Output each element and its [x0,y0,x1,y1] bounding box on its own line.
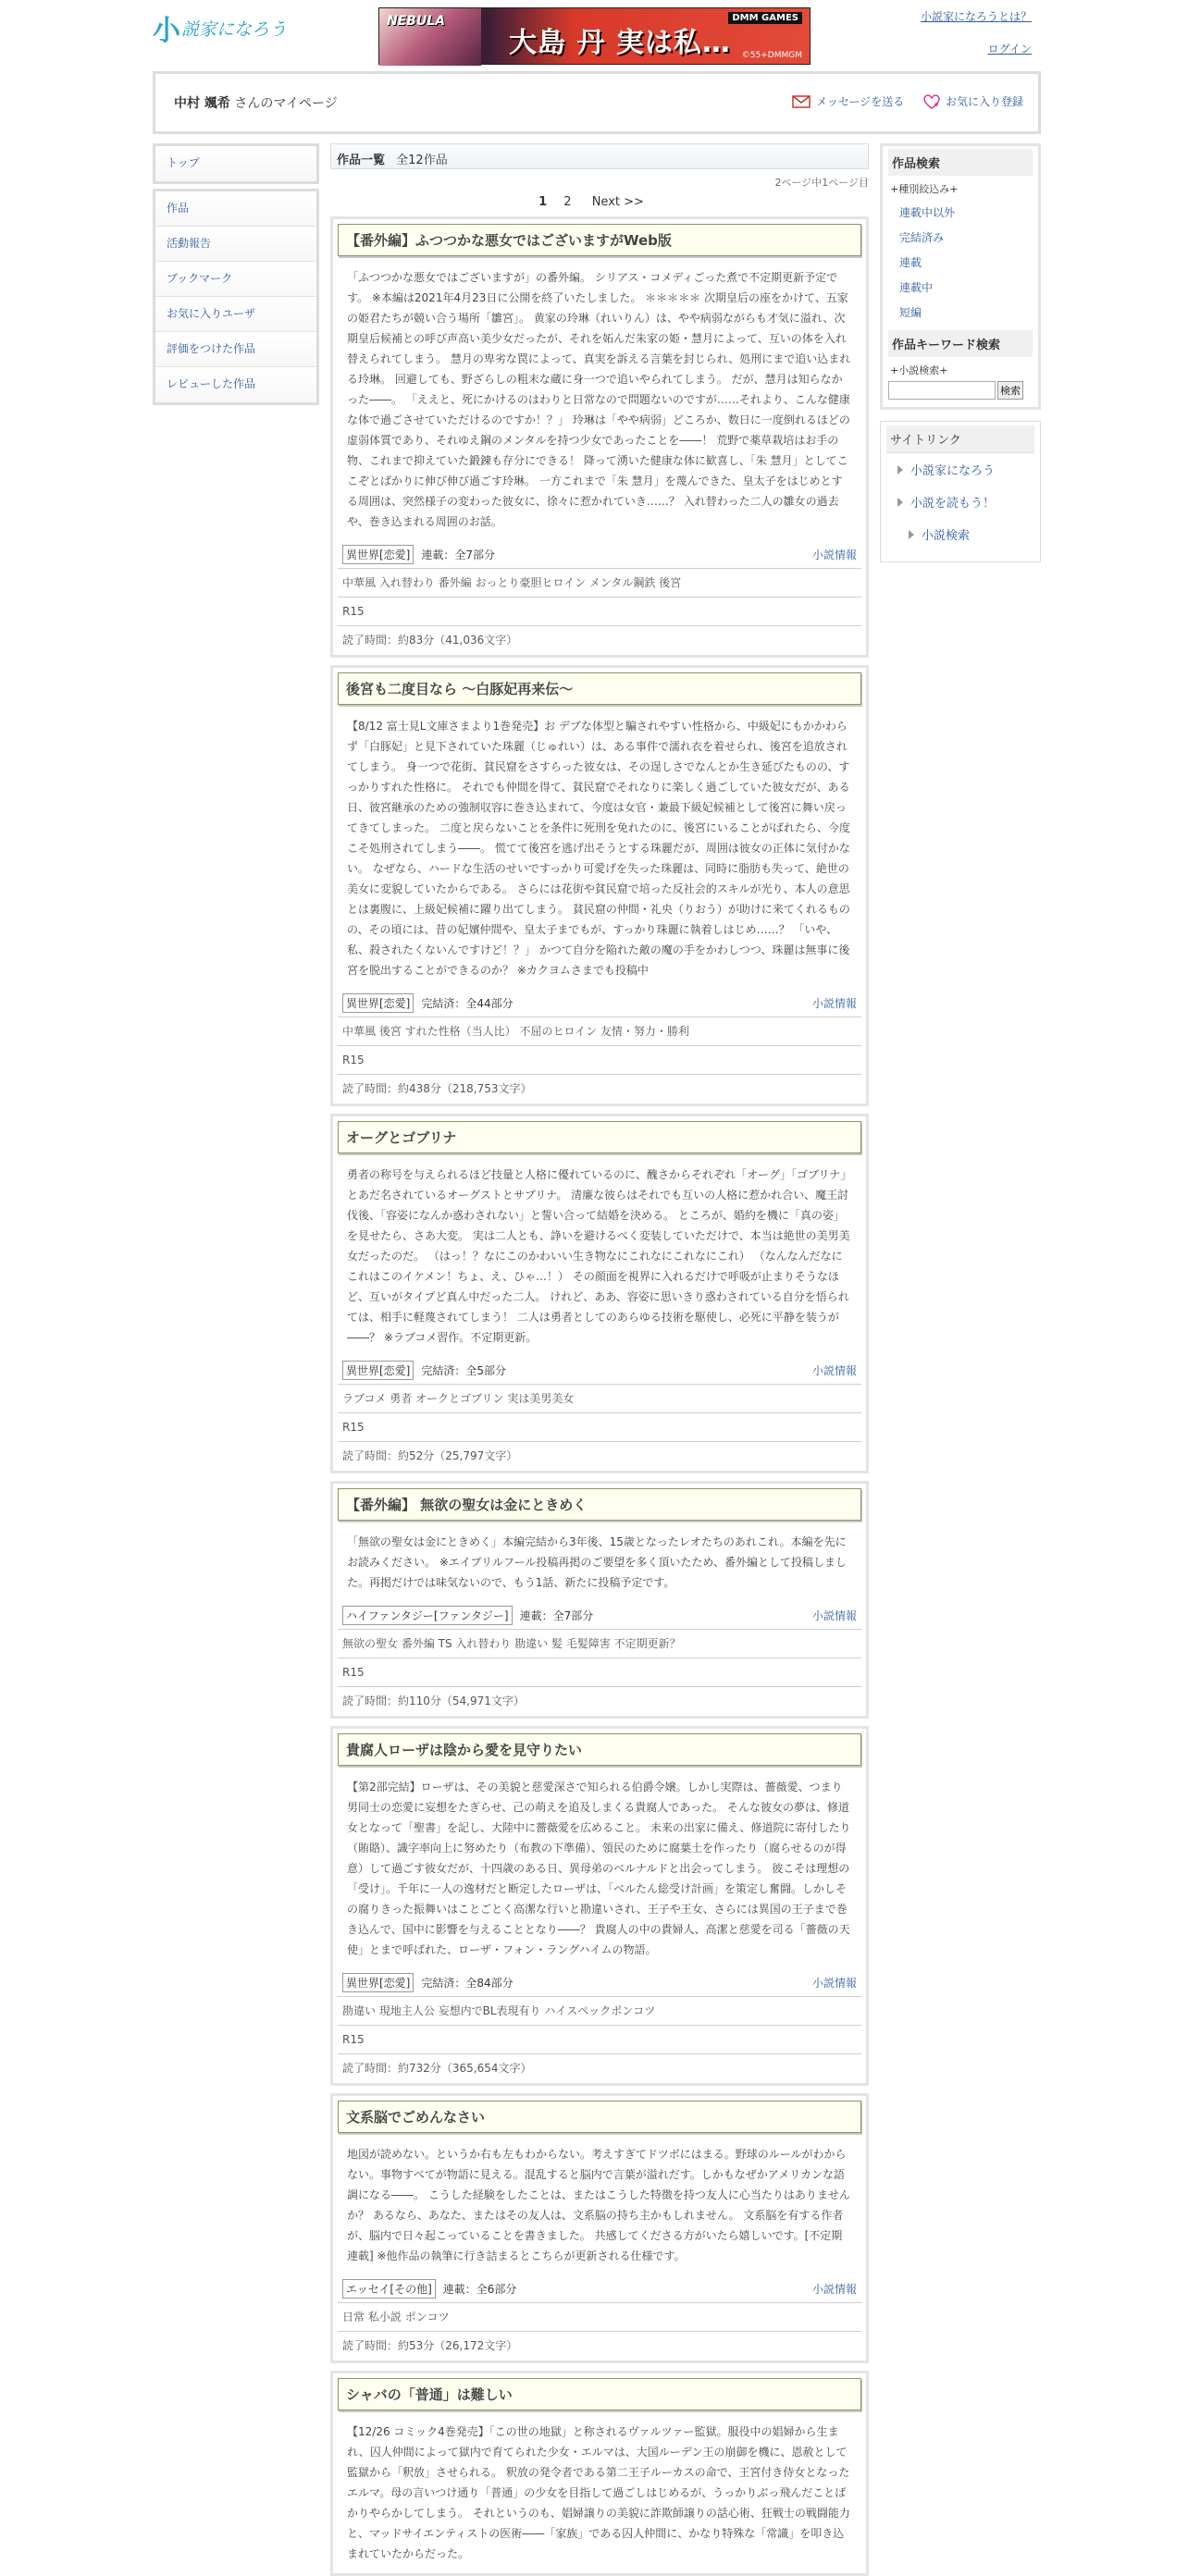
site-link-narou-label[interactable]: 小説家になろう [910,464,996,478]
novel-title[interactable]: シャバの「普通」は難しい [338,2378,861,2410]
filter-serial[interactable]: 連載 [899,256,922,269]
novel-status: 完結済：全5部分 [421,1364,507,1377]
novel-status: 連載：全6部分 [442,2283,517,2296]
keyword-search-input[interactable] [888,381,996,400]
novel-reading-time: 読了時間：約83分（41,036文字） [342,634,518,647]
site-links-title: サイトリンク [886,425,1034,453]
novel-rating: R15 [338,1046,861,1075]
pager-next[interactable]: Next >> [591,195,644,209]
triangle-right-icon [909,530,914,539]
works-count: 全12作品 [396,154,448,167]
novel-synopsis: 【12/26 コミック4巻発売】「この世の地獄」と称されるヴァルツァー監獄。服役中の娼婦から生まれ、囚人仲間によって獄内で育てられた少女・エルマは、大国ルーデン王の崩御を機に、恩赦として監獄から「釈放」させられる。 釈放の発令者である第二王子ルーカスの命で、王宮付き侍女となったエルマ。母の言いつけ通り「普通」の少女を目指して過ごしはじめるが、うっかりぶっ飛んだことばかりやらかしてしまう。 それというのも、娼婦譲りの美貌に詐欺師譲りの話心術、狂戦士の戦闘能力と、マッドサイエンティストの医術――「家族」である囚人仲間に、かなり特殊な「常識」を叩き込まれていたからだった。 [347,2425,850,2560]
novel-keywords: 中華風 入れ替わり 番外編 おっとり豪胆ヒロイン メンタル鋼鉄 後宮 [338,569,861,598]
logo-mark: 小 [153,15,179,47]
novel-keywords: 中華風 後宮 すれた性格（当人比） 不屈のヒロイン 友情・努力・勝利 [338,1017,861,1046]
pager-current: 1 [538,195,548,209]
novel-keywords: 勘違い 現地主人公 妄想内でBL表現有り ハイスペックポンコツ [338,1997,861,2026]
pager-page-2[interactable]: 2 [563,195,572,209]
keyword-search-title: 作品キーワード検索 [888,330,1033,357]
banner-title: 大島 丹 実は私… [509,27,731,59]
novel-reading-time: 読了時間：約438分（218,753文字） [342,1082,532,1095]
keyword-search-button[interactable]: 検索 [997,381,1023,400]
novel-item [330,665,869,1106]
novel-title[interactable]: オーグとゴブリナ [338,1121,861,1153]
user-title [174,93,338,112]
novel-item [330,2371,869,2576]
filter-list [888,200,1033,325]
novel-meta [338,1602,861,1630]
banner-copyright: ©55+DMMGM [741,51,802,60]
favorite-user-button[interactable] [923,93,1023,109]
pager [330,195,869,209]
novel-item [330,1481,869,1719]
novel-meta [338,2275,861,2303]
site-link-search-label[interactable]: 小説検索 [922,529,971,543]
site-link-yomou-label[interactable]: 小説を読もう！ [910,497,996,511]
novel-genre: エッセイ[その他] [342,2279,436,2299]
right-sidebar [880,143,1041,562]
novel-meta [338,990,861,1017]
site-link-search[interactable] [886,518,1034,550]
novel-reading-time: 読了時間：約53分（26,172文字） [342,2339,518,2352]
novel-item [330,2093,869,2363]
banner-game-logo: NEBULA [387,14,446,29]
novel-reading-time: 読了時間：約52分（25,797文字） [342,1449,518,1462]
nav-reviewed-works[interactable]: レビューした作品 [155,367,316,402]
novel-title[interactable]: 【番外編】ふつつかな悪女ではございますがWeb版 [338,224,861,256]
filter-label: +種別絞込み+ [890,183,959,195]
keyword-search-row [888,381,1033,400]
ad-banner[interactable] [378,7,811,65]
user-suffix: さんのマイページ [234,96,338,111]
user-name: 中村 颯希 [174,96,230,111]
logo-text: 説家になろう [181,18,288,40]
filter-ongoing[interactable]: 連載中 [899,281,934,294]
novel-rating: R15 [338,1658,861,1687]
envelope-icon [792,95,811,108]
novel-title[interactable]: 【番外編】 無欲の聖女は金にときめく [338,1488,861,1521]
novel-info-link[interactable]: 小説情報 [811,1364,857,1377]
novel-genre: 異世界[恋愛] [342,1361,414,1380]
novel-info-link[interactable]: 小説情報 [811,1609,857,1622]
novel-genre: 異世界[恋愛] [342,1973,414,1992]
novel-info-link[interactable]: 小説情報 [811,2283,857,2296]
novel-meta [338,1969,861,1997]
novel-synopsis: 地図が読めない。というか右も左もわからない。考えすぎてドツボにはまる。野球のルールがわからない。事物すべてが物語に見える。混乱すると脳内で言葉が溢れだす。しかもなぜかアメリカンな語調になる――。 こうした経験をしたことは、またはこうした特徴を持つ友人に心当たりはありませんか？ あるなら、あなた、またはその友人は、文系脳の持ち主かもしれません。 文系脳を有する作者が、脳内で日々起こっていることを書きました。 共感してくださる方がいたら嬉しいです。[不定期連載] ※他作品の執筆に行き詰まるとこちらが更新される仕様です。 [347,2148,850,2262]
login-link[interactable]: ログイン [987,43,1032,55]
novel-title[interactable]: 後宮も二度目なら 〜白豚妃再来伝〜 [338,672,861,705]
filter-short[interactable]: 短編 [899,306,922,319]
site-links-box [880,421,1041,562]
about-link[interactable]: 小説家になろうとは？ [920,10,1032,23]
works-list [330,143,869,2576]
novel-info-link[interactable]: 小説情報 [811,997,857,1010]
novel-genre: ハイファンタジー[ファンタジー] [342,1606,513,1625]
works-list-title: 作品一覧 [337,154,386,167]
nav-works[interactable]: 作品 [155,191,316,227]
work-search-box [880,143,1041,410]
triangle-right-icon [897,465,903,475]
nav-top-box [153,143,319,184]
site-link-narou[interactable] [886,453,1034,486]
novel-synopsis: 【8/12 富士見L文庫さまより1巻発売】お デブな体型と騙されやすい性格から、中級妃にもかかわらず「白豚妃」と見下されていた珠麗（じゅれい）は、ある事件で濡れ衣を着せられ、後宮を追放されてしまう。 身一つで花街、貧民窟をさすらった彼女は、その逞しさでなんとか生き延びたものの、すっかりすれた性格に。 それでも仲間を得て、貧民窟でそれなりに楽しく過ごしていた彼女だが、ある日、彼宮継承のための強制収容に巻き込まれて、今度は女官・兼最下級妃候補として後宮に舞い戻ってきてしまった。 二度と戻らないことを条件に死刑を免れたのに、後宮にいることがばれたら、今度こそ処刑されてしまう――。 慌てて後宮を逃げ出そうとする珠麗だが、周囲は彼女の正体に気付かない。 なぜなら、ハードな生活のせいですっかり可愛げを失った珠麗は、同時に脂肪も失って、絶世の美女に変貌していたからである。 さらには花街や貧民窟で培った反社会的スキルが光り、本人の意思とは裏腹に、上級妃候補に躍り出てしまう。 貧民窟の仲間・礼央（りおう）が助けに来てくれるものの、その頃には、昔の妃嬪仲間や、皇太子までもが、すっかり珠麗に執着しはじめ……？ 「いや、私、殺されたくないんですけど！？」 かつて自分を陥れた敵の魔の手をかわしつつ、珠麗は無事に後宮を脱出することができるのか？ ※カクヨムさまでも投稿中 [347,720,850,977]
banner-publisher: DMM GAMES [728,12,802,24]
novel-rating: R15 [338,598,861,626]
novel-rating: R15 [338,1413,861,1442]
user-header [153,71,1041,134]
novel-status: 連載：全7部分 [421,548,496,561]
nav-menu-box [153,189,319,405]
page [153,0,1041,2560]
novel-reading-time: 読了時間：約110分（54,971文字） [342,1695,525,1707]
novel-keywords: 日常 私小説 ポンコツ [338,2303,861,2332]
nav-top[interactable]: トップ [155,146,316,181]
novel-reading-time: 読了時間：約732分（365,654文字） [342,2062,532,2075]
nav-activity-report[interactable]: 活動報告 [155,227,316,262]
triangle-right-icon [897,498,903,507]
novel-synopsis: 「無欲の聖女は金にときめく」本編完結から3年後、15歳となったレオたちのあれこれ。本編を先にお読みください。 ※エイプリルフール投稿再掲のご要望を多く頂いたため、番外編として投稿しました。再掲だけでは味気ないので、もう1話、新たに投稿予定です。 [347,1535,847,1589]
novel-info-link[interactable]: 小説情報 [811,1977,857,1990]
work-search-title: 作品検索 [888,149,1033,176]
novel-keywords: ラブコメ 勇者 オークとゴブリン 実は美男美女 [338,1385,861,1413]
nav-favorite-users[interactable]: お気に入りユーザ [155,297,316,332]
filter-not-ongoing[interactable]: 連載中以外 [899,206,956,219]
novel-genre: 異世界[恋愛] [342,993,414,1013]
novel-title[interactable]: 貴腐人ローザは陰から愛を見守りたい [338,1733,861,1766]
novel-title[interactable]: 文系脳でごめんなさい [338,2101,861,2133]
novel-synopsis: 「ふつつかな悪女ではございますが」の番外編。 シリアス・コメディごった煮で不定期更新予定です。 ※本編は2021年4月23日に公開を終了いたしました。 ＊＊＊＊＊ 次期皇后の座をかけて、五家の姫君たちが競い合う場所「雛宮」。 黄家の玲琳（れいりん）は、やや病弱ながらも才気に溢れ、次期皇后候補との呼び声高い美少女だったが、それを妬んだ朱家の姫・慧月によって、互いの体を入れ替えられてしまう。 慧月の卑劣な罠によって、真実を訴える言葉を封じられ、処刑にまで追い込まれる玲琳。 回避しても、野ざらしの粗末な蔵に身一つで追いやられてしまう。 だが、慧月は知らなかった――。 「ええと、死にかけるのはわりと日常なので問題ないのですが……それより、こんな健康な体で過ごさせていただけるのですか！？」 玲琳は「やや病弱」どころか、数日に一度倒れるほどの虚弱体質であり、それゆえ鋼のメンタルを持つ少女であったことを――！ 荒野で薬草栽培はお手の物、これまで抑えていた鍛錬も存分にできる！ 降って湧いた健康な体に歓喜し、「朱 慧月」としてここぞとばかりに伸び伸び過ごす玲琳。 一方これまで「朱 慧月」を蔑んできた、皇太子をはじめとする周囲は、突然様子の変わった彼女に、徐々に惹かれていき……？ 入れ替わった二人の雛女の過去や、巻き込まれる周囲のお話。 [347,271,851,528]
header [153,0,1041,70]
novel-synopsis: 勇者の称号を与えられるほど技量と人格に優れているのに、醜さからそれぞれ「オーグ」「ゴブリナ」とあだ名されているオーグストとサブリナ。 清廉な彼らはそれでも互いの人格に惹かれ合い、魔王討伐後、「容姿になんか惑わされない」と誓い合って結婚を決める。 ところが、婚約を機に「真の姿」を見せたら、さあ大変。 実は二人とも、諍いを避けるべく変装していただけで、本当は絶世の美男美女だったのだ。 （はっ！？なにこのかわいい生き物なにこれなにこれなにこれ） （なんなんだなにこれはこのイケメン！ちょ、え、ひゃ…！） その顔面を視界に入れるだけで呼吸が止まりそうなほど、互いがタイプど真ん中だった二人。 けれど、ああ、容姿に思いきり惑わされている自分を悟られては、相手に軽蔑されてしまう！ 二人は勇者としてのあらゆる技術を駆使し、必死に平静を装うが――？ ※ラブコメ習作。不定期更新。 [347,1168,852,1344]
works-list-header [330,143,869,169]
filter-completed[interactable]: 完結済み [899,231,945,244]
novel-rating: R15 [338,2026,861,2054]
novel-meta [338,1357,861,1385]
left-nav [153,143,319,410]
site-link-yomou[interactable] [886,486,1034,518]
novel-item [330,1726,869,2086]
novel-synopsis: 【第2部完結】ローザは、その美貌と慈愛深さで知られる伯爵令嬢。しかし実際は、薔薇愛、つまり男同士の恋愛に妄想をたぎらせ、己の萌えを追及しまくる貴腐人であった。 そんな彼女の夢は、修道女となって「聖書」を記し、大陸中に薔薇愛を広めること。 未来の出家に備え、修道院に寄付したり（賄賂）、識字率向上に努めたり（布教の下準備）、領民のために腐葉土を作ったり（腐らせるのが得意）して過ごす彼女だが、十四歳のある日、異母弟のベルナルドと出会ってしまう。 彼こそは理想の「受け」。千年に一人の逸材だと断定したローザは、「ベルたん総受け計画」を策定し奮闘。しかしその腐りきった振舞いはことごとく高潔な行いと勘違いされ、王子や王女、さらには異国の王子まで巻き込んで、国中に影響を与えることとなり――？ 貴腐人の中の貴婦人、高潔と慈愛を司る「薔薇の天使」とまで呼ばれた、ローザ・フォン・ラングハイムの物語。 [347,1781,851,1956]
heart-icon [923,94,940,109]
novel-status: 完結済：全84部分 [421,1977,514,1990]
site-logo[interactable] [153,11,288,47]
novel-status: 連載：全7部分 [519,1609,594,1622]
novel-info-link[interactable]: 小説情報 [811,548,857,561]
novel-genre: 異世界[恋愛] [342,545,414,564]
favorite-user-label[interactable]: お気に入り登録 [946,95,1024,108]
novel-item [330,1114,869,1473]
send-message-label[interactable]: メッセージを送る [816,95,905,108]
keyword-search-label: +小説検索+ [890,364,948,376]
novel-meta [338,541,861,569]
novel-status: 完結済：全44部分 [421,997,514,1010]
send-message-button[interactable] [792,93,904,109]
novel-keywords: 無欲の聖女 番外編 TS 入れ替わり 勘違い 髪 毛髪障害 不定期更新？ [338,1630,861,1658]
nav-bookmarks[interactable]: ブックマーク [155,262,316,297]
page-info: 2ページ中1ページ目 [774,177,869,189]
novel-item [330,216,869,658]
nav-rated-works[interactable]: 評価をつけた作品 [155,332,316,367]
